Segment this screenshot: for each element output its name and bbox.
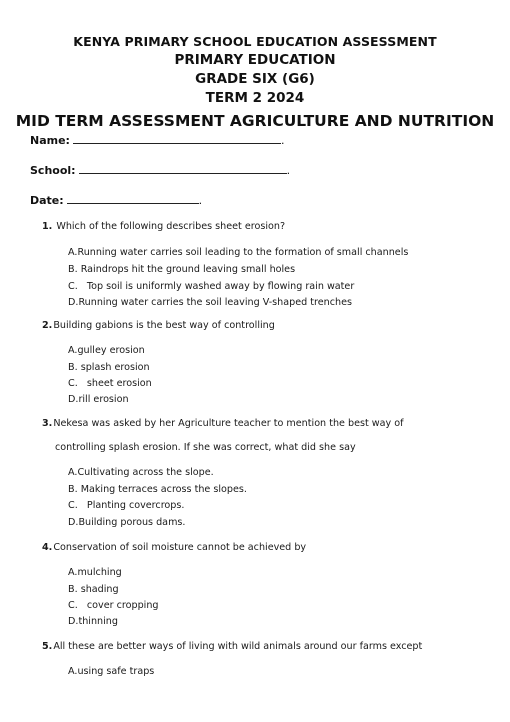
option-text: shading [80, 584, 119, 595]
name-label: Name: [30, 134, 70, 147]
question-3 [42, 418, 404, 429]
option-letter: D. [68, 517, 79, 528]
name-blank-line[interactable] [73, 133, 281, 144]
name-field [30, 133, 284, 147]
school-blank-line[interactable] [79, 163, 287, 174]
question-text: Nekesa was asked by her Agriculture teacher to mention the best way of [53, 418, 404, 429]
school-terminator: . [286, 164, 291, 177]
question-number: 2. [42, 320, 53, 331]
question-number: 3. [42, 418, 53, 429]
option-letter: C. [68, 378, 78, 389]
option-letter: B. [68, 362, 78, 373]
header-term: TERM 2 2024 [205, 90, 305, 106]
option-letter: D. [68, 394, 79, 405]
option-3c[interactable] [68, 500, 184, 511]
option-letter: C. [68, 281, 78, 292]
option-text: Planting covercrops. [86, 500, 185, 511]
school-field [30, 163, 290, 177]
question-number: 5. [42, 641, 53, 652]
option-letter: A. [68, 666, 78, 677]
question-text: Conservation of soil moisture cannot be achieved by [53, 542, 307, 553]
option-2d[interactable] [68, 394, 129, 405]
option-text: Making terraces across the slopes. [80, 484, 247, 495]
question-number: 1. [42, 221, 53, 232]
question-text: Building gabions is the best way of controlling [53, 320, 275, 331]
option-2a[interactable] [68, 345, 145, 356]
option-text: gulley erosion [77, 345, 145, 356]
name-terminator: . [280, 134, 285, 147]
option-2c[interactable] [68, 378, 152, 389]
option-text: Cultivating across the slope. [77, 467, 214, 478]
option-letter: D. [68, 297, 79, 308]
date-field [30, 193, 202, 207]
option-text: rill erosion [78, 394, 129, 405]
question-5 [42, 641, 422, 652]
option-text: sheet erosion [86, 378, 152, 389]
option-text: Building porous dams. [78, 517, 186, 528]
option-text: Raindrops hit the ground leaving small holes [80, 264, 296, 275]
question-4 [42, 542, 306, 553]
header-country: KENYA PRIMARY SCHOOL EDUCATION ASSESSMENT [73, 34, 437, 49]
option-3b[interactable] [68, 484, 247, 495]
header-level: PRIMARY EDUCATION [174, 52, 336, 68]
header-grade: GRADE SIX (G6) [195, 71, 315, 87]
header-title: MID TERM ASSESSMENT AGRICULTURE AND NUTRITION [15, 112, 495, 130]
option-4c[interactable] [68, 600, 159, 611]
option-4d[interactable] [68, 616, 118, 627]
date-label: Date: [30, 194, 64, 207]
option-letter: D. [68, 616, 79, 627]
option-4b[interactable] [68, 584, 119, 595]
option-letter: C. [68, 600, 78, 611]
option-text: using safe traps [77, 666, 155, 677]
option-text: cover cropping [86, 600, 159, 611]
option-5a[interactable] [68, 666, 154, 677]
option-letter: B. [68, 584, 78, 595]
option-letter: C. [68, 500, 78, 511]
option-letter: A. [68, 567, 78, 578]
option-text: thinning [78, 616, 118, 627]
option-1d[interactable] [68, 297, 352, 308]
option-text: splash erosion [80, 362, 150, 373]
option-1c[interactable] [68, 281, 354, 292]
date-terminator: . [198, 194, 203, 207]
option-2b[interactable] [68, 362, 150, 373]
question-1 [42, 221, 285, 232]
question-3-continued: controlling splash erosion. If she was correct, what did she say [55, 442, 356, 453]
option-4a[interactable] [68, 567, 122, 578]
option-text: Running water carries the soil leaving V-shaped trenches [78, 297, 353, 308]
option-text: Top soil is uniformly washed away by flowing rain water [86, 281, 355, 292]
question-text: Which of the following describes sheet erosion? [56, 221, 286, 232]
option-1b[interactable] [68, 264, 295, 275]
option-3a[interactable] [68, 467, 214, 478]
question-number: 4. [42, 542, 53, 553]
option-text: Running water carries soil leading to the formation of small channels [77, 247, 409, 258]
option-letter: A. [68, 345, 78, 356]
option-text: mulching [77, 567, 122, 578]
date-blank-line[interactable] [67, 193, 199, 204]
option-letter: A. [68, 247, 78, 258]
option-letter: B. [68, 264, 78, 275]
question-2 [42, 320, 275, 331]
option-letter: B. [68, 484, 78, 495]
school-label: School: [30, 164, 76, 177]
option-3d[interactable] [68, 517, 185, 528]
option-1a[interactable] [68, 247, 408, 258]
question-text: All these are better ways of living with wild animals around our farms except [53, 641, 423, 652]
option-letter: A. [68, 467, 78, 478]
